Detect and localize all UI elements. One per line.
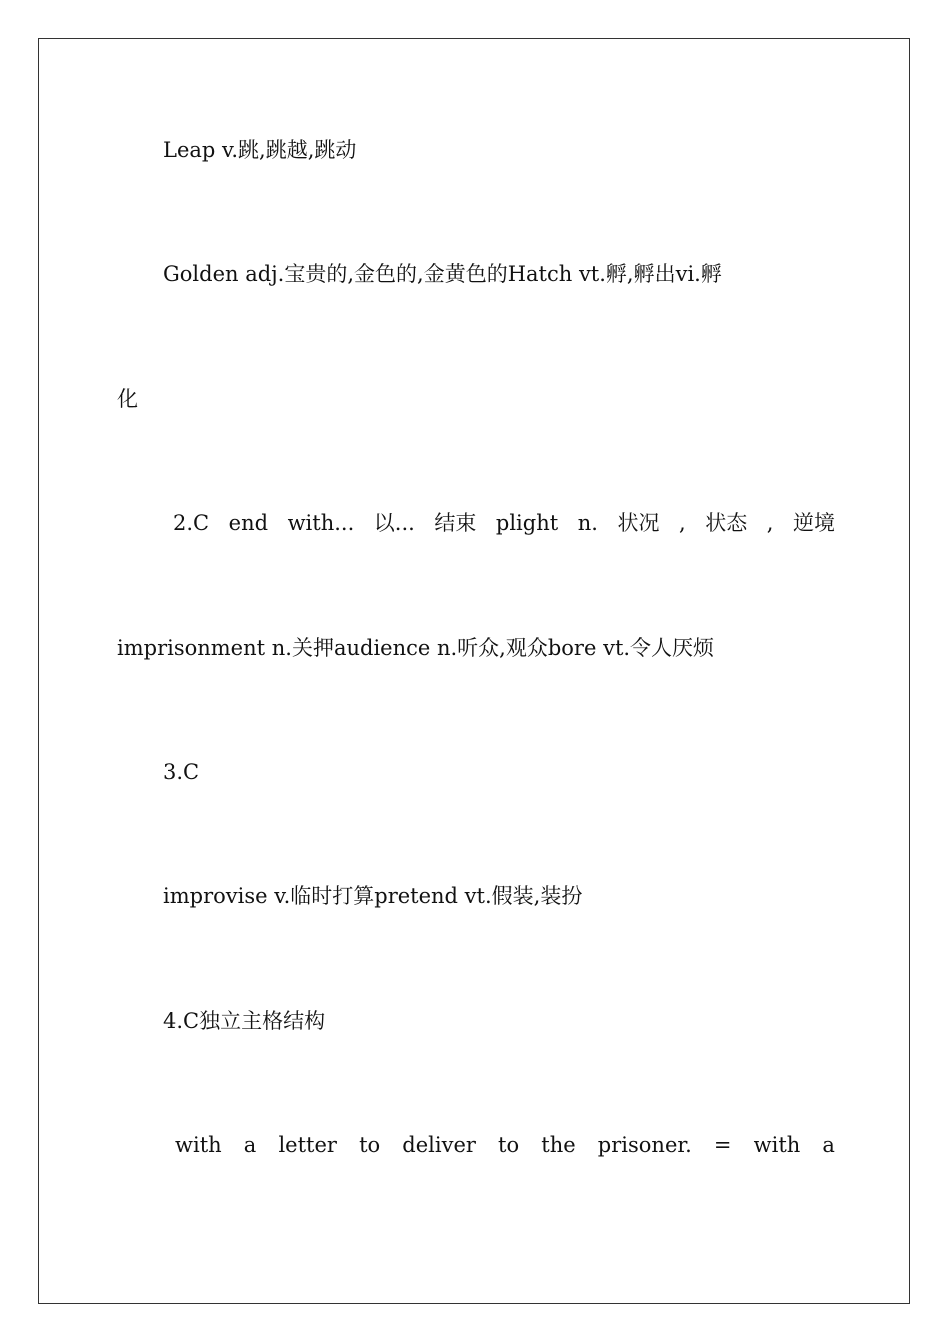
text-line-5: imprisonment n.关押audience n.听众,观众bore vt.令人厌烦 <box>117 636 715 660</box>
text-line-9 <box>175 1131 835 1159</box>
word: plight <box>495 511 559 535</box>
text-line-4 <box>173 509 835 537</box>
word: 状况 <box>617 511 660 535</box>
word: , <box>678 511 686 535</box>
word: letter <box>278 1133 337 1157</box>
word: with <box>753 1133 801 1157</box>
word: to <box>359 1133 381 1157</box>
text-line-6: 3.C <box>163 760 200 784</box>
word: n. <box>577 511 598 535</box>
word: the <box>541 1133 576 1157</box>
text-line-8: 4.C独立主格结构 <box>163 1009 326 1033</box>
word: 逆境 <box>792 511 835 535</box>
word: , <box>766 511 774 535</box>
page-frame <box>38 38 910 1304</box>
word: a <box>822 1133 835 1157</box>
word: 结束 <box>434 511 477 535</box>
text-line-2: Golden adj.宝贵的,金色的,金黄色的Hatch vt.孵,孵出vi.孵 <box>163 262 722 286</box>
word: deliver <box>402 1133 476 1157</box>
word: with <box>175 1133 222 1157</box>
word: a <box>243 1133 257 1157</box>
word: 以... <box>373 511 415 535</box>
text-line-7: improvise v.临时打算pretend vt.假装,装扮 <box>163 884 583 908</box>
word: = <box>713 1133 732 1157</box>
word: 2.C <box>173 511 210 535</box>
text-line-3: 化 <box>117 387 138 411</box>
word: end <box>228 511 269 535</box>
word: prisoner. <box>597 1133 692 1157</box>
word: with... <box>287 511 355 535</box>
word: 状态 <box>705 511 748 535</box>
word: to <box>498 1133 520 1157</box>
text-line-1: Leap v.跳,跳越,跳动 <box>163 138 357 162</box>
